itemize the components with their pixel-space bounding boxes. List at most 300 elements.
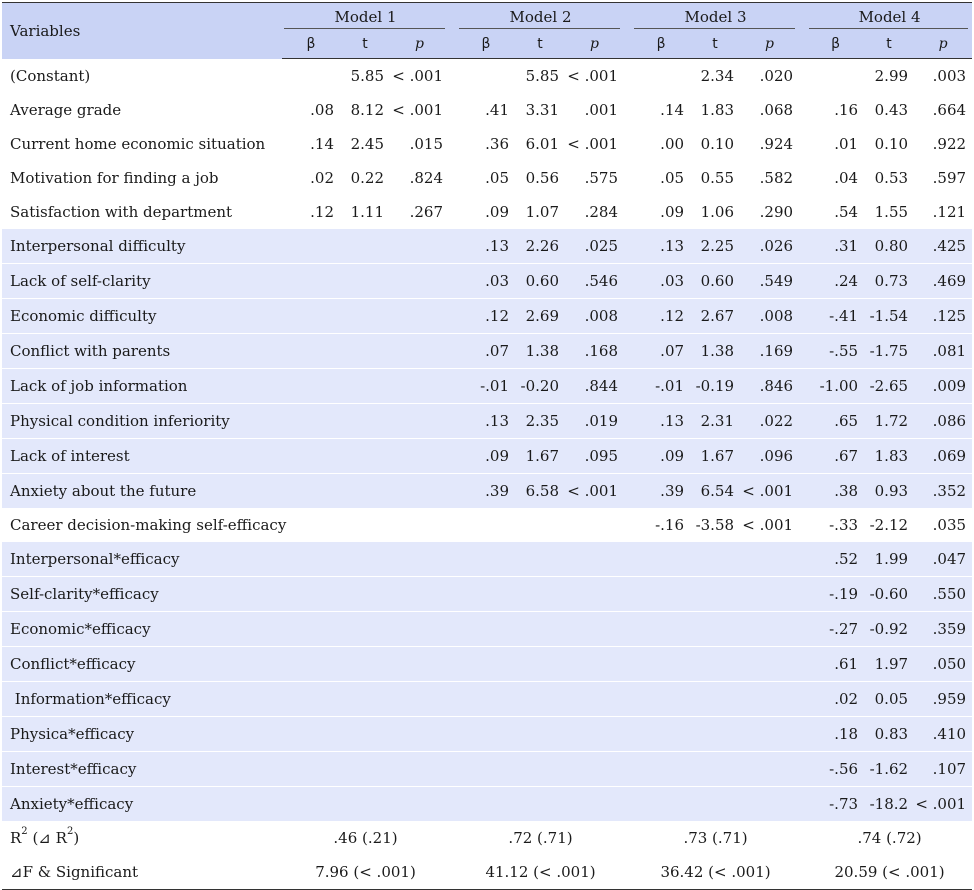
cell-model3-p [740, 682, 799, 717]
cell-model1-p: < .001 [390, 93, 449, 127]
cell-model4-t: 1.99 [864, 542, 914, 577]
table-row [2, 264, 972, 299]
cell-model3-beta [632, 577, 690, 612]
r-squared-model4: .74 (.72) [807, 821, 972, 855]
cell-model3-t [690, 647, 740, 682]
row-label: Career decision-making self-efficacy [2, 508, 282, 542]
cell-model1-p [390, 439, 449, 474]
header-beta: β [807, 30, 864, 59]
cell-model2-beta: .03 [457, 264, 515, 299]
cell-model1-p [390, 577, 449, 612]
cell-model1-beta [282, 59, 340, 94]
row-label: Information*efficacy [2, 682, 282, 717]
cell-model1-t [340, 229, 390, 264]
cell-model4-beta: .31 [807, 229, 864, 264]
cell-model3-beta [632, 59, 690, 94]
row-label: Economic*efficacy [2, 612, 282, 647]
cell-model4-p: < .001 [914, 787, 972, 822]
cell-model2-beta: .41 [457, 93, 515, 127]
cell-model2-p: < .001 [565, 127, 624, 161]
header-model-2: Model 2 [457, 3, 624, 30]
cell-model1-beta [282, 577, 340, 612]
cell-model4-beta: .02 [807, 682, 864, 717]
cell-model4-p: .359 [914, 612, 972, 647]
cell-model1-t [340, 334, 390, 369]
cell-model4-t: -2.12 [864, 508, 914, 542]
cell-model4-beta: .18 [807, 717, 864, 752]
cell-model2-beta [457, 787, 515, 822]
cell-model3-p [740, 542, 799, 577]
cell-model3-beta [632, 542, 690, 577]
cell-model3-p: .846 [740, 369, 799, 404]
cell-model3-t: 1.38 [690, 334, 740, 369]
table-row [2, 195, 972, 229]
cell-model3-beta [632, 717, 690, 752]
f-change-model2: 41.12 (< .001) [457, 855, 624, 890]
header-model-4: Model 4 [807, 3, 972, 30]
cell-model3-p: .096 [740, 439, 799, 474]
cell-model2-t [515, 577, 565, 612]
row-label: Motivation for finding a job [2, 161, 282, 195]
cell-model2-beta: .12 [457, 299, 515, 334]
cell-model1-beta [282, 264, 340, 299]
cell-model3-t: 0.60 [690, 264, 740, 299]
row-label: Lack of job information [2, 369, 282, 404]
header-row-models [2, 3, 972, 30]
cell-model2-p [565, 752, 624, 787]
table-row [2, 369, 972, 404]
cell-model2-t: 2.35 [515, 404, 565, 439]
cell-model3-t: -0.19 [690, 369, 740, 404]
cell-model2-beta [457, 612, 515, 647]
cell-model4-t: -1.62 [864, 752, 914, 787]
cell-model4-p: .107 [914, 752, 972, 787]
cell-model1-beta [282, 369, 340, 404]
cell-model3-beta: .13 [632, 404, 690, 439]
cell-model1-beta [282, 542, 340, 577]
cell-model2-t: -0.20 [515, 369, 565, 404]
cell-model4-t: 0.93 [864, 474, 914, 509]
row-label: Conflict with parents [2, 334, 282, 369]
table-row [2, 59, 972, 94]
cell-model3-beta: .00 [632, 127, 690, 161]
cell-model1-p [390, 229, 449, 264]
cell-model1-t: 0.22 [340, 161, 390, 195]
cell-model3-beta: -.16 [632, 508, 690, 542]
cell-model2-p: .575 [565, 161, 624, 195]
cell-model2-p: .284 [565, 195, 624, 229]
cell-model3-t: 1.83 [690, 93, 740, 127]
cell-model1-p [390, 787, 449, 822]
cell-model4-beta: .54 [807, 195, 864, 229]
cell-model4-beta: .16 [807, 93, 864, 127]
cell-model3-beta: .14 [632, 93, 690, 127]
cell-model3-p [740, 612, 799, 647]
cell-model4-t: 2.99 [864, 59, 914, 94]
cell-model4-p: .050 [914, 647, 972, 682]
table-row [2, 229, 972, 264]
cell-model3-t: 1.67 [690, 439, 740, 474]
cell-model3-t [690, 717, 740, 752]
r-squared-model2: .72 (.71) [457, 821, 624, 855]
cell-model2-p: .019 [565, 404, 624, 439]
cell-model4-p: .047 [914, 542, 972, 577]
cell-model3-t: 1.06 [690, 195, 740, 229]
cell-model1-t: 1.11 [340, 195, 390, 229]
cell-model1-p [390, 474, 449, 509]
cell-model2-p: .001 [565, 93, 624, 127]
cell-model2-beta: .39 [457, 474, 515, 509]
row-label: Satisfaction with department [2, 195, 282, 229]
cell-model4-beta: .38 [807, 474, 864, 509]
cell-model2-beta [457, 542, 515, 577]
cell-model3-p: .549 [740, 264, 799, 299]
cell-model1-p [390, 508, 449, 542]
cell-model2-beta: -.01 [457, 369, 515, 404]
cell-model2-p [565, 612, 624, 647]
cell-model1-p [390, 369, 449, 404]
row-label: Physica*efficacy [2, 717, 282, 752]
cell-model4-p: .009 [914, 369, 972, 404]
table-row [2, 647, 972, 682]
cell-model2-t: 1.67 [515, 439, 565, 474]
cell-model1-beta [282, 508, 340, 542]
cell-model3-beta [632, 682, 690, 717]
cell-model4-p: .664 [914, 93, 972, 127]
cell-model1-beta: .02 [282, 161, 340, 195]
table-row [2, 717, 972, 752]
cell-model2-p [565, 787, 624, 822]
cell-model2-p [565, 508, 624, 542]
table-row [2, 334, 972, 369]
cell-model4-beta: -.27 [807, 612, 864, 647]
cell-model3-beta: .39 [632, 474, 690, 509]
cell-model1-beta [282, 299, 340, 334]
cell-model4-p: .550 [914, 577, 972, 612]
table-row [2, 612, 972, 647]
cell-model3-t: 2.67 [690, 299, 740, 334]
cell-model1-beta [282, 752, 340, 787]
cell-model2-beta [457, 752, 515, 787]
cell-model3-p: < .001 [740, 474, 799, 509]
cell-model2-p: .008 [565, 299, 624, 334]
cell-model2-p: .844 [565, 369, 624, 404]
cell-model2-beta: .09 [457, 195, 515, 229]
cell-model1-beta [282, 682, 340, 717]
cell-model1-p [390, 612, 449, 647]
cell-model2-t: 2.69 [515, 299, 565, 334]
cell-model1-p [390, 647, 449, 682]
table-row [2, 161, 972, 195]
cell-model4-beta: -.55 [807, 334, 864, 369]
cell-model2-beta [457, 59, 515, 94]
cell-model4-t: 0.73 [864, 264, 914, 299]
cell-model1-t [340, 577, 390, 612]
cell-model4-beta: -.33 [807, 508, 864, 542]
cell-model2-t: 6.58 [515, 474, 565, 509]
cell-model1-p [390, 542, 449, 577]
cell-model1-t [340, 612, 390, 647]
header-model-3: Model 3 [632, 3, 799, 30]
cell-model2-beta: .05 [457, 161, 515, 195]
cell-model4-beta: -1.00 [807, 369, 864, 404]
row-label: Current home economic situation [2, 127, 282, 161]
cell-model4-t: 0.43 [864, 93, 914, 127]
cell-model1-beta: .08 [282, 93, 340, 127]
cell-model3-t [690, 682, 740, 717]
cell-model1-p [390, 717, 449, 752]
cell-model2-t: 0.60 [515, 264, 565, 299]
table-body [2, 59, 972, 890]
cell-model2-beta [457, 647, 515, 682]
cell-model1-p [390, 752, 449, 787]
cell-model1-t: 8.12 [340, 93, 390, 127]
cell-model1-beta [282, 717, 340, 752]
cell-model2-beta: .07 [457, 334, 515, 369]
cell-model4-beta: .61 [807, 647, 864, 682]
header-p: p [740, 30, 799, 59]
table-row [2, 439, 972, 474]
cell-model1-t [340, 369, 390, 404]
cell-model4-p: .410 [914, 717, 972, 752]
cell-model3-p [740, 647, 799, 682]
cell-model1-t [340, 647, 390, 682]
r-squared-model3: .73 (.71) [632, 821, 799, 855]
cell-model1-t [340, 542, 390, 577]
cell-model2-beta [457, 508, 515, 542]
cell-model2-p: .546 [565, 264, 624, 299]
cell-model3-beta [632, 612, 690, 647]
cell-model4-t: 0.83 [864, 717, 914, 752]
cell-model1-beta: .12 [282, 195, 340, 229]
cell-model1-beta [282, 787, 340, 822]
cell-model2-t: 3.31 [515, 93, 565, 127]
cell-model2-t [515, 542, 565, 577]
cell-model3-p: .026 [740, 229, 799, 264]
cell-model4-t: 1.55 [864, 195, 914, 229]
cell-model4-p: .121 [914, 195, 972, 229]
cell-model2-p [565, 542, 624, 577]
cell-model1-t [340, 439, 390, 474]
cell-model1-t: 2.45 [340, 127, 390, 161]
cell-model1-p: .015 [390, 127, 449, 161]
cell-model4-p: .922 [914, 127, 972, 161]
cell-model3-p: < .001 [740, 508, 799, 542]
row-label: Anxiety*efficacy [2, 787, 282, 822]
table-row [2, 752, 972, 787]
cell-model2-p: < .001 [565, 474, 624, 509]
cell-model1-t: 5.85 [340, 59, 390, 94]
cell-model4-beta: -.19 [807, 577, 864, 612]
header-p: p [565, 30, 624, 59]
cell-model4-t: -1.54 [864, 299, 914, 334]
cell-model1-beta [282, 404, 340, 439]
cell-model3-p [740, 717, 799, 752]
cell-model2-beta [457, 682, 515, 717]
cell-model3-t: 2.25 [690, 229, 740, 264]
header-beta: β [457, 30, 515, 59]
header-p: p [914, 30, 972, 59]
cell-model4-t: 1.72 [864, 404, 914, 439]
cell-model1-beta [282, 612, 340, 647]
cell-model3-beta: .13 [632, 229, 690, 264]
cell-model1-t [340, 508, 390, 542]
header-p: p [390, 30, 449, 59]
cell-model2-t [515, 647, 565, 682]
cell-model3-t [690, 542, 740, 577]
cell-model2-t [515, 612, 565, 647]
table-row [2, 93, 972, 127]
cell-model1-t [340, 717, 390, 752]
cell-model4-p: .959 [914, 682, 972, 717]
cell-model2-t: 6.01 [515, 127, 565, 161]
cell-model4-p: .081 [914, 334, 972, 369]
cell-model2-p: < .001 [565, 59, 624, 94]
cell-model2-p: .168 [565, 334, 624, 369]
f-change-label: ⊿F & Significant [2, 855, 282, 890]
row-label: Interest*efficacy [2, 752, 282, 787]
header-model-1: Model 1 [282, 3, 449, 30]
f-change-model1: 7.96 (< .001) [282, 855, 449, 890]
cell-model1-beta [282, 334, 340, 369]
cell-model4-t: 1.83 [864, 439, 914, 474]
header-t: t [515, 30, 565, 59]
cell-model3-p: .582 [740, 161, 799, 195]
cell-model1-t [340, 682, 390, 717]
cell-model1-p: .267 [390, 195, 449, 229]
cell-model3-p [740, 752, 799, 787]
cell-model4-t: -1.75 [864, 334, 914, 369]
cell-model1-beta [282, 474, 340, 509]
row-label: Conflict*efficacy [2, 647, 282, 682]
cell-model1-beta [282, 647, 340, 682]
cell-model4-p: .597 [914, 161, 972, 195]
cell-model3-p [740, 577, 799, 612]
table-row [2, 127, 972, 161]
cell-model4-beta: .65 [807, 404, 864, 439]
row-label: Anxiety about the future [2, 474, 282, 509]
row-label: Average grade [2, 93, 282, 127]
cell-model1-t [340, 474, 390, 509]
cell-model4-beta: .04 [807, 161, 864, 195]
cell-model4-p: .469 [914, 264, 972, 299]
row-label: Interpersonal difficulty [2, 229, 282, 264]
cell-model1-t [340, 299, 390, 334]
header-beta: β [282, 30, 340, 59]
row-label: Lack of interest [2, 439, 282, 474]
header-t: t [340, 30, 390, 59]
cell-model3-t [690, 752, 740, 787]
cell-model2-t [515, 787, 565, 822]
r-squared-model1: .46 (.21) [282, 821, 449, 855]
cell-model1-beta: .14 [282, 127, 340, 161]
cell-model4-beta: -.41 [807, 299, 864, 334]
cell-model2-beta [457, 577, 515, 612]
cell-model2-t: 0.56 [515, 161, 565, 195]
cell-model3-beta [632, 647, 690, 682]
cell-model4-p: .086 [914, 404, 972, 439]
cell-model2-t: 1.07 [515, 195, 565, 229]
f-change-model4: 20.59 (< .001) [807, 855, 972, 890]
cell-model4-t: 0.10 [864, 127, 914, 161]
cell-model4-t: 0.80 [864, 229, 914, 264]
table-row [2, 682, 972, 717]
cell-model2-beta: .36 [457, 127, 515, 161]
cell-model3-beta: .12 [632, 299, 690, 334]
cell-model1-p [390, 299, 449, 334]
row-label: Economic difficulty [2, 299, 282, 334]
row-label: (Constant) [2, 59, 282, 94]
header-beta: β [632, 30, 690, 59]
table-row [2, 404, 972, 439]
cell-model2-p: .095 [565, 439, 624, 474]
cell-model1-t [340, 264, 390, 299]
cell-model3-beta: .03 [632, 264, 690, 299]
cell-model4-p: .125 [914, 299, 972, 334]
cell-model4-t: -18.2 [864, 787, 914, 822]
cell-model3-t [690, 787, 740, 822]
cell-model3-p: .020 [740, 59, 799, 94]
cell-model1-p [390, 682, 449, 717]
cell-model1-beta [282, 439, 340, 474]
cell-model4-p: .352 [914, 474, 972, 509]
cell-model3-beta [632, 752, 690, 787]
table-row [2, 508, 972, 542]
cell-model3-p: .022 [740, 404, 799, 439]
cell-model3-t: 2.34 [690, 59, 740, 94]
f-change-row [2, 855, 972, 890]
cell-model2-t: 2.26 [515, 229, 565, 264]
cell-model4-beta: .24 [807, 264, 864, 299]
cell-model1-t [340, 752, 390, 787]
cell-model1-t [340, 787, 390, 822]
cell-model1-p [390, 334, 449, 369]
cell-model2-p [565, 717, 624, 752]
cell-model3-p [740, 787, 799, 822]
cell-model4-beta: -.73 [807, 787, 864, 822]
row-label: Self-clarity*efficacy [2, 577, 282, 612]
cell-model1-p: .824 [390, 161, 449, 195]
cell-model4-beta: -.56 [807, 752, 864, 787]
cell-model4-t: -0.60 [864, 577, 914, 612]
cell-model4-t: -0.92 [864, 612, 914, 647]
cell-model2-beta [457, 717, 515, 752]
cell-model3-beta: .09 [632, 439, 690, 474]
cell-model1-p [390, 264, 449, 299]
cell-model4-t: 1.97 [864, 647, 914, 682]
cell-model3-p: .924 [740, 127, 799, 161]
cell-model3-t [690, 577, 740, 612]
cell-model2-beta: .09 [457, 439, 515, 474]
r-squared-row [2, 821, 972, 855]
cell-model3-beta: .07 [632, 334, 690, 369]
cell-model4-beta [807, 59, 864, 94]
row-label: Lack of self-clarity [2, 264, 282, 299]
cell-model4-beta: .67 [807, 439, 864, 474]
cell-model4-t: -2.65 [864, 369, 914, 404]
table-row [2, 577, 972, 612]
cell-model3-t: -3.58 [690, 508, 740, 542]
cell-model2-beta: .13 [457, 229, 515, 264]
header-t: t [690, 30, 740, 59]
f-change-model3: 36.42 (< .001) [632, 855, 799, 890]
cell-model3-t: 0.10 [690, 127, 740, 161]
cell-model3-beta [632, 787, 690, 822]
cell-model4-t: 0.05 [864, 682, 914, 717]
table-row [2, 542, 972, 577]
cell-model1-p: < .001 [390, 59, 449, 94]
table-row [2, 299, 972, 334]
